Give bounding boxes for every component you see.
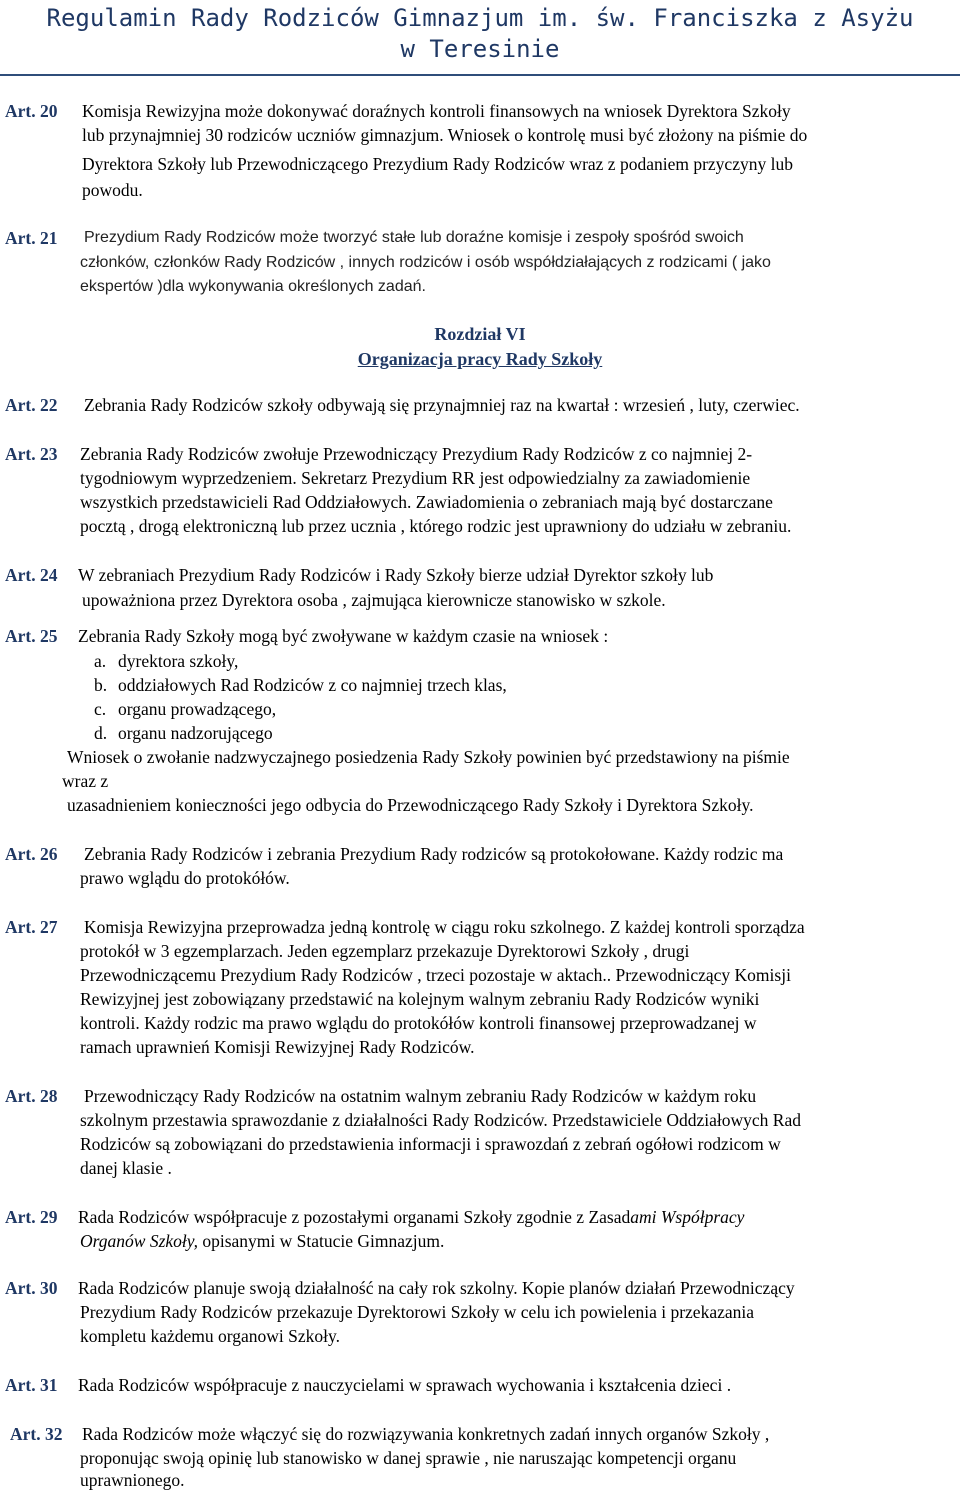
article-text: pocztą , drogą elektroniczną lub przez ucznia , którego rodzic jest uprawniony do udziału w zebraniu. <box>80 516 792 536</box>
article-text: Prezydium Rady Rodziców przekazuje Dyrektorowi Szkoły w celu ich powielenia i przekazania <box>80 1302 754 1322</box>
article-label: Art. 29 <box>5 1207 58 1227</box>
article-text: Wniosek o zwołanie nadzwyczajnego posiedzenia Rady Szkoły powinien być przedstawiony na piśmie <box>67 747 790 767</box>
header-title-line1: Regulamin Rady Rodziców Gimnazjum im. św. Franciszka z Asyżu <box>46 4 914 32</box>
chapter-subtitle: Organizacja pracy Rady Szkoły <box>357 349 603 369</box>
article-text: uzasadnieniem konieczności jego odbycia do Przewodniczącego Rady Szkoły i Dyrektora Szkoły. <box>67 795 754 815</box>
article-italic-segment: ami Współpracy <box>630 1207 745 1227</box>
header-title-line2: w Teresinie <box>400 35 560 63</box>
article-text: Rada Rodziców może włączyć się do rozwiązywania konkretnych zadań innych organów Szkoły , <box>82 1424 770 1444</box>
article-text <box>80 1229 444 1253</box>
article-text: danej klasie . <box>80 1158 172 1178</box>
header-divider <box>0 74 960 76</box>
article-label: Art. 30 <box>5 1278 58 1298</box>
list-marker: d. <box>94 723 108 743</box>
article-label: Art. 28 <box>5 1086 58 1106</box>
list-marker: c. <box>94 699 107 719</box>
article-label: Art. 25 <box>5 626 58 646</box>
article-italic-segment: Organów Szkoły, <box>80 1231 198 1251</box>
article-label: Art. 23 <box>5 444 58 464</box>
article-text: prawo wglądu do protokółów. <box>80 868 290 888</box>
article-label: Art. 24 <box>5 565 58 585</box>
article-text: Komisja Rewizyjna może dokonywać doraźnych kontroli finansowych na wniosek Dyrektora Szkoły <box>82 101 791 121</box>
article-text <box>78 1205 744 1229</box>
article-text: Dyrektora Szkoły lub Przewodniczącego Prezydium Rady Rodziców wraz z podaniem przyczyny lub <box>82 154 793 174</box>
article-text: Przewodniczący Rady Rodziców na ostatnim walnym zebraniu Rady Rodziców w każdym roku <box>84 1086 757 1106</box>
article-text: Zebrania Rady Szkoły mogą być zwoływane w każdym czasie na wniosek : <box>78 626 609 646</box>
article-text: Prezydium Rady Rodziców może tworzyć stałe lub doraźne komisje i zespoły spośród swoich <box>84 229 744 246</box>
article-text: szkolnym przestawia sprawozdanie z działalności Rady Rodziców. Przedstawiciele Oddziałowych Rad <box>80 1110 801 1130</box>
article-text: Rada Rodziców współpracuje z nauczycielami w sprawach wychowania i kształcenia dzieci . <box>78 1375 732 1395</box>
article-text-segment: opisanymi w Statucie Gimnazjum. <box>202 1231 445 1251</box>
article-text: ramach uprawnień Komisji Rewizyjnej Rady Rodziców. <box>80 1037 475 1057</box>
article-text: Rewizyjnej jest zobowiązany przedstawić na kolejnym walnym zebraniu Rady Rodziców wyniki <box>80 989 760 1009</box>
list-item: organu nadzorującego <box>118 723 273 743</box>
article-text: tygodniowym wyprzedzeniem. Sekretarz Prezydium RR jest odpowiedzialny za zawiadomienie <box>80 468 751 488</box>
article-text: ekspertów )dla wykonywania określonych zadań. <box>80 278 426 295</box>
article-label: Art. 21 <box>5 228 58 248</box>
article-label: Art. 27 <box>5 917 58 937</box>
article-text: proponując swoją opinię lub stanowisko w danej sprawie , nie naruszając kompetencji organu <box>80 1448 737 1468</box>
list-item: oddziałowych Rad Rodziców z co najmniej trzech klas, <box>118 675 507 695</box>
article-text: Zebrania Rady Rodziców zwołuje Przewodniczący Prezydium Rady Rodziców z co najmniej 2- <box>80 444 753 464</box>
article-text: lub przynajmniej 30 rodziców uczniów gimnazjum. Wniosek o kontrolę musi być złożony na piśmie do <box>82 125 808 145</box>
article-label: Art. 31 <box>5 1375 58 1395</box>
article-label: Art. 32 <box>10 1424 63 1444</box>
article-text-segment: Rada Rodziców współpracuje z pozostałymi organami Szkoły zgodnie z Zasad <box>78 1207 631 1227</box>
article-text: Komisja Rewizyjna przeprowadza jedną kontrolę w ciągu roku szkolnego. Z każdej kontroli sporządza <box>84 917 805 937</box>
article-text: W zebraniach Prezydium Rady Rodziców i Rady Szkoły bierze udział Dyrektor szkoły lub <box>78 565 714 585</box>
article-label: Art. 20 <box>5 101 58 121</box>
article-text: członków, członków Rady Rodziców , innych rodziców i osób współdziałających z rodzicami ( jako <box>80 254 771 271</box>
list-marker: a. <box>94 651 107 671</box>
article-text: wraz z <box>62 771 109 791</box>
article-text: wszystkich przedstawicieli Rad Oddziałowych. Zawiadomienia o zebraniach mają być dostarczane <box>80 492 773 512</box>
list-item: dyrektora szkoły, <box>118 651 239 671</box>
article-text: upoważniona przez Dyrektora osoba , zajmująca kierownicze stanowisko w szkole. <box>82 590 666 610</box>
article-text: Rodziców są zobowiązani do przedstawienia informacji i sprawozdań z zebrań ogółowi rodzicom w <box>80 1134 781 1154</box>
article-text: uprawnionego. <box>80 1470 185 1490</box>
article-label: Art. 22 <box>5 395 58 415</box>
article-label: Art. 26 <box>5 844 58 864</box>
article-text: Zebrania Rady Rodziców szkoły odbywają się przynajmniej raz na kwartał : wrzesień , luty, czerwiec. <box>84 395 800 415</box>
article-text: Rada Rodziców planuje swoją działalność na cały rok szkolny. Kopie planów działań Przewodniczący <box>78 1278 795 1298</box>
article-text: protokół w 3 egzemplarzach. Jeden egzemplarz przekazuje Dyrektorowi Szkoły , drugi <box>80 941 690 961</box>
article-text: Przewodniczącemu Prezydium Rady Rodziców , trzeci pozostaje w aktach.. Przewodniczący Komisji <box>80 965 791 985</box>
article-text: kontroli. Każdy rodzic ma prawo wglądu do protokółów kontroli finansowej przeprowadzanej w <box>80 1013 757 1033</box>
list-marker: b. <box>94 675 108 695</box>
chapter-title: Rozdział VI <box>434 324 526 344</box>
article-text: powodu. <box>82 180 143 200</box>
article-text: kompletu każdemu organowi Szkoły. <box>80 1326 341 1346</box>
article-text: Zebrania Rady Rodziców i zebrania Prezydium Rady rodziców są protokołowane. Każdy rodzic ma <box>84 844 784 864</box>
list-item: organu prowadzącego, <box>118 699 277 719</box>
